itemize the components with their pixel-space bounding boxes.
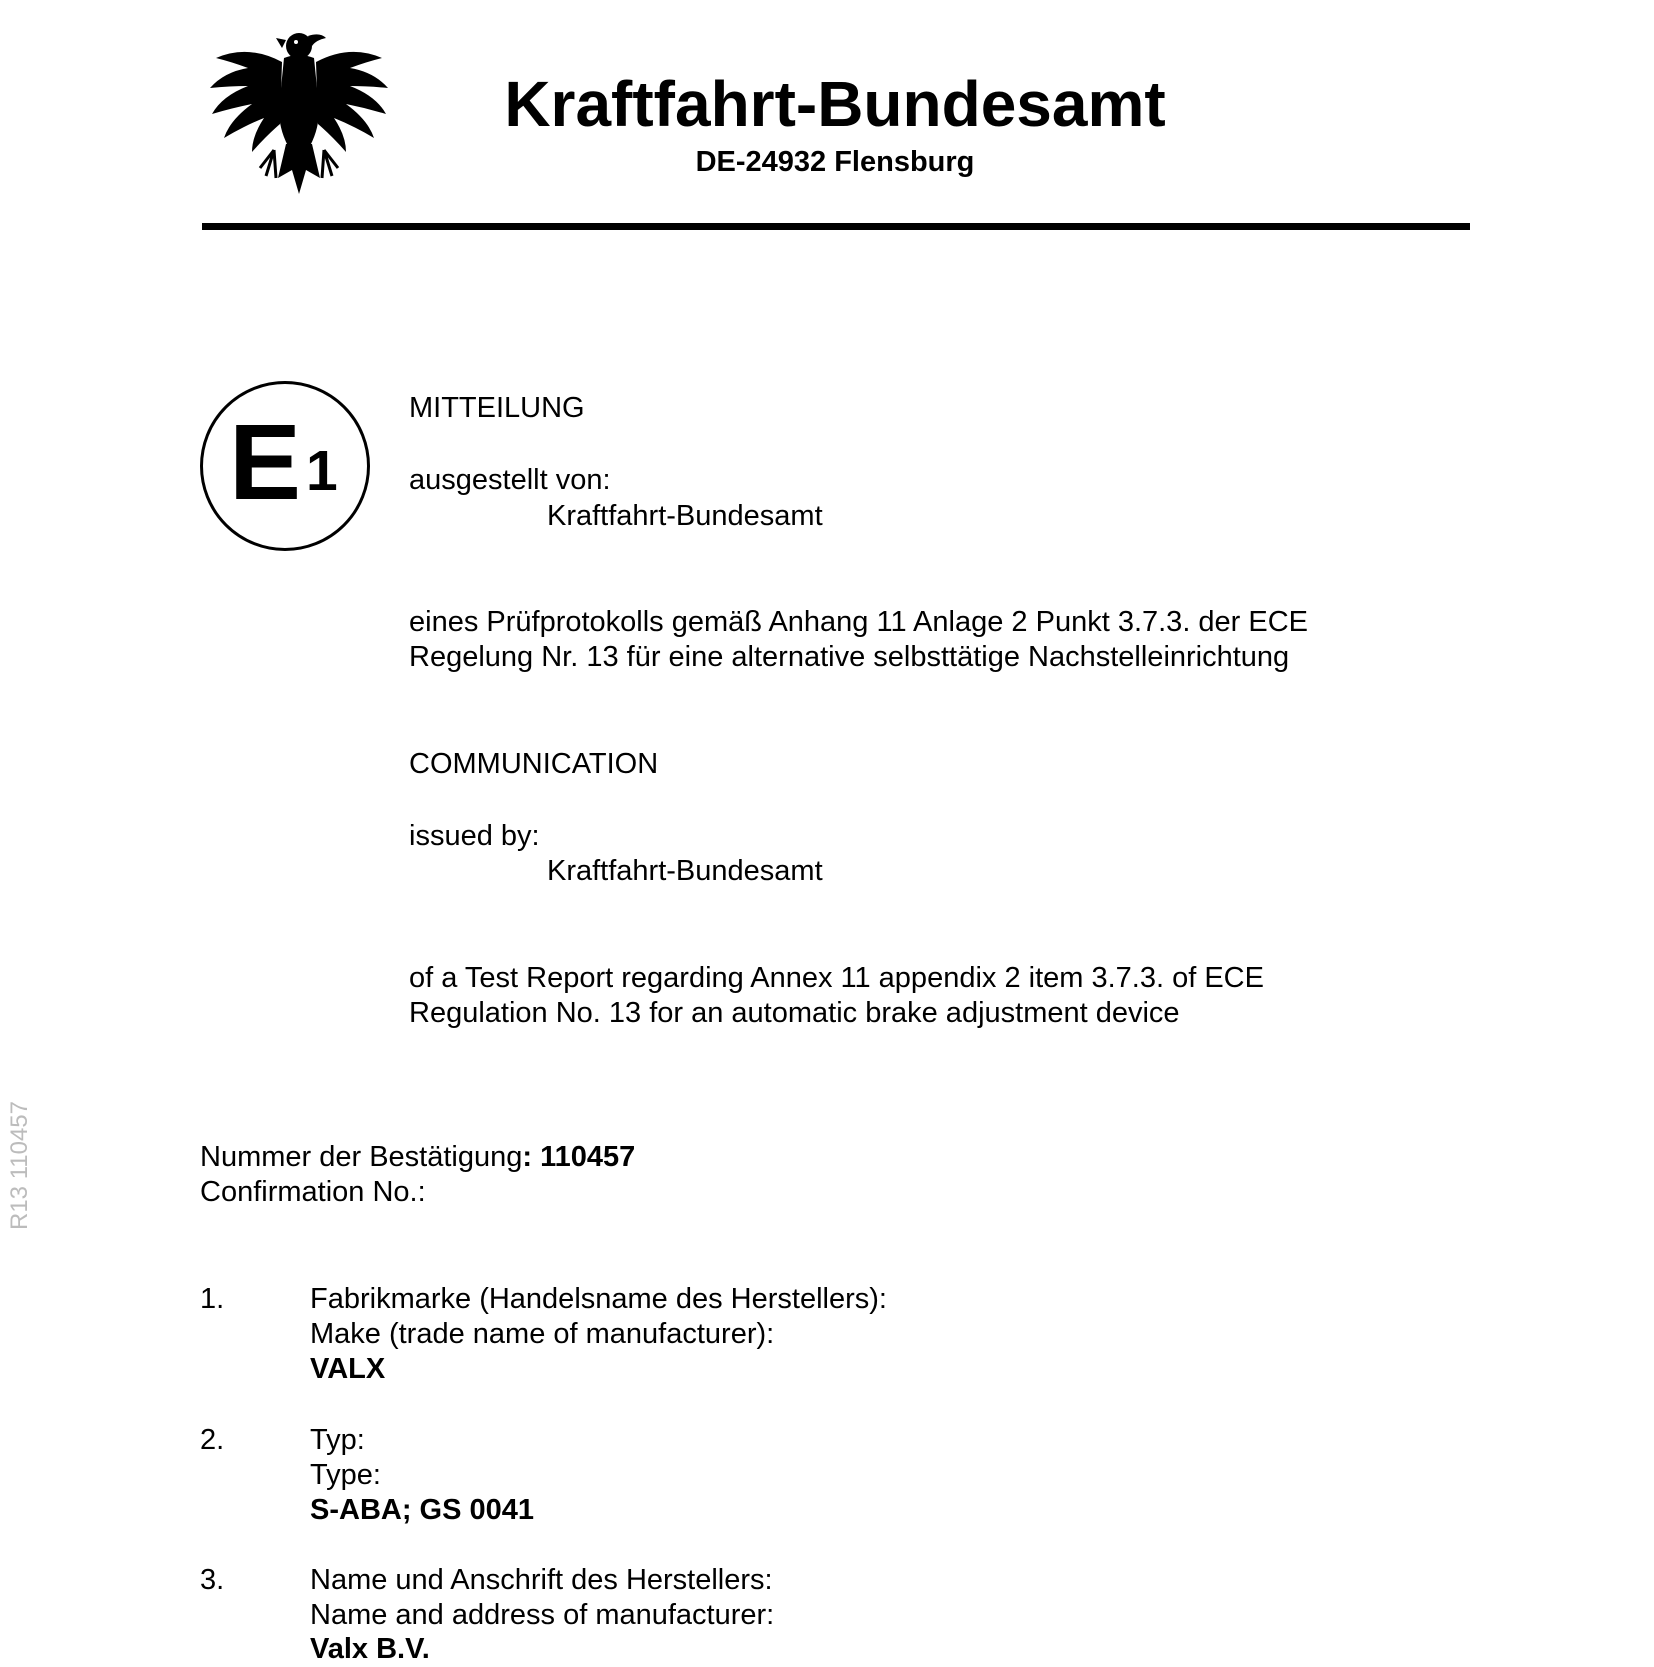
confirmation-number: 110457: [540, 1141, 636, 1173]
item-number: 1.: [200, 1283, 225, 1315]
side-reference-note: R13 110457: [6, 1101, 33, 1230]
english-heading: COMMUNICATION: [409, 748, 659, 780]
header-divider: [202, 223, 1470, 230]
item-label-en: Make (trade name of manufacturer):: [310, 1318, 775, 1350]
item-label-de: Typ:: [310, 1424, 365, 1456]
confirmation-label-de: Nummer der Bestätigung: [200, 1141, 523, 1173]
english-issued-by-label: issued by:: [409, 820, 540, 852]
german-heading: MITTEILUNG: [409, 392, 585, 424]
german-description-line-1: eines Prüfprotokolls gemäß Anhang 11 Anlage 2 Punkt 3.7.3. der ECE: [409, 606, 1309, 638]
confirmation-line: [200, 1140, 635, 1175]
approval-mark-letter: E: [229, 401, 302, 522]
approval-mark-number: 1: [306, 439, 338, 503]
item-value: Valx B.V.: [310, 1633, 430, 1665]
confirmation-label-en: Confirmation No.:: [200, 1176, 426, 1208]
confirmation-separator: :: [522, 1141, 533, 1173]
organization-title: Kraftfahrt-Bundesamt: [504, 68, 1166, 140]
federal-eagle-icon: [208, 28, 390, 198]
organization-address: DE-24932 Flensburg: [695, 146, 975, 178]
german-issuer: Kraftfahrt-Bundesamt: [547, 500, 823, 532]
english-description-line-1: of a Test Report regarding Annex 11 appendix 2 item 3.7.3. of ECE: [409, 962, 1264, 994]
item-label-de: Name und Anschrift des Herstellers:: [310, 1564, 773, 1596]
english-description-line-2: Regulation No. 13 for an automatic brake adjustment device: [409, 997, 1180, 1029]
item-label-en: Name and address of manufacturer:: [310, 1599, 775, 1631]
item-number: 3.: [200, 1564, 225, 1596]
english-issuer: Kraftfahrt-Bundesamt: [547, 855, 823, 887]
item-label-de: Fabrikmarke (Handelsname des Herstellers):: [310, 1283, 887, 1315]
item-value: VALX: [310, 1353, 386, 1385]
german-description-line-2: Regelung Nr. 13 für eine alternative selbsttätige Nachstelleinrichtung: [409, 641, 1290, 673]
item-value: S-ABA; GS 0041: [310, 1494, 535, 1526]
item-label-en: Type:: [310, 1459, 381, 1491]
item-number: 2.: [200, 1424, 225, 1456]
german-issued-by-label: ausgestellt von:: [409, 464, 611, 496]
